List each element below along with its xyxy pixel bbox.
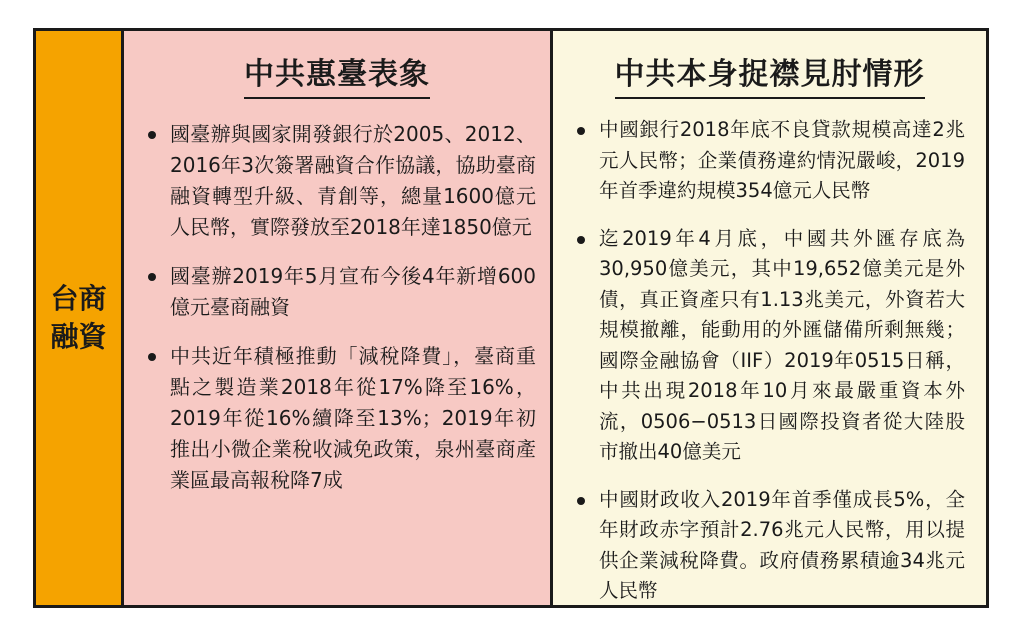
left-header-text: 中共惠臺表象 bbox=[244, 49, 430, 99]
row-label-cell bbox=[36, 31, 124, 605]
right-header-text: 中共本身捉襟見肘情形 bbox=[615, 49, 925, 99]
row-label: 台商 融資 bbox=[50, 282, 107, 353]
right-column-header bbox=[553, 49, 986, 99]
comparison-table bbox=[33, 28, 989, 608]
left-column bbox=[124, 31, 553, 605]
bullet-icon bbox=[577, 236, 585, 244]
right-bullet-list bbox=[575, 115, 965, 624]
bullet-text: 中共近年積極推動「減稅降費」，臺商重點之製造業2018年從17%降至16%，2019年從16%續降至13%；2019年初推出小微企業稅收減免政策，泉州臺商產業區最高報稅降7成 bbox=[170, 344, 536, 492]
list-item bbox=[146, 261, 536, 323]
list-item bbox=[575, 224, 965, 468]
list-item bbox=[146, 119, 536, 243]
bullet-text: 迄2019年4月底，中國共外匯存底為30,950億美元，其中19,652億美元是外債，真正資產只有1.13兆美元，外資若大規模撤離，能動用的外匯儲備所剩無幾；國際金融協會（IIF）2019年0515日稱，中共出現2018年10月來最嚴重資本外流，0506−0513日國際投資者從大陸股市撤出40億美元 bbox=[599, 226, 965, 463]
bullet-text: 國臺辦2019年5月宣布今後4年新增600億元臺商融資 bbox=[170, 264, 536, 319]
right-column bbox=[553, 31, 986, 605]
left-column-header bbox=[124, 49, 550, 99]
bullet-icon bbox=[148, 353, 156, 361]
bullet-text: 中國銀行2018年底不良貸款規模高達2兆元人民幣；企業債務違約情況嚴峻，2019年首季違約規模354億元人民幣 bbox=[599, 118, 965, 202]
bullet-icon bbox=[577, 127, 585, 135]
list-item bbox=[575, 115, 965, 207]
bullet-text: 中國財政收入2019年首季僅成長5%，全年財政赤字預計2.76兆元人民幣，用以提供企業減稅降費。政府債務累積逾34兆元人民幣 bbox=[599, 487, 965, 602]
list-item bbox=[575, 485, 965, 607]
left-bullet-list bbox=[146, 119, 536, 514]
bullet-icon bbox=[577, 497, 585, 505]
bullet-icon bbox=[148, 273, 156, 281]
bullet-icon bbox=[148, 131, 156, 139]
list-item bbox=[146, 341, 536, 496]
bullet-text: 國臺辦與國家開發銀行於2005、2012、2016年3次簽署融資合作協議，協助臺商融資轉型升級、青創等，總量1600億元人民幣，實際發放至2018年達1850億元 bbox=[170, 122, 536, 239]
